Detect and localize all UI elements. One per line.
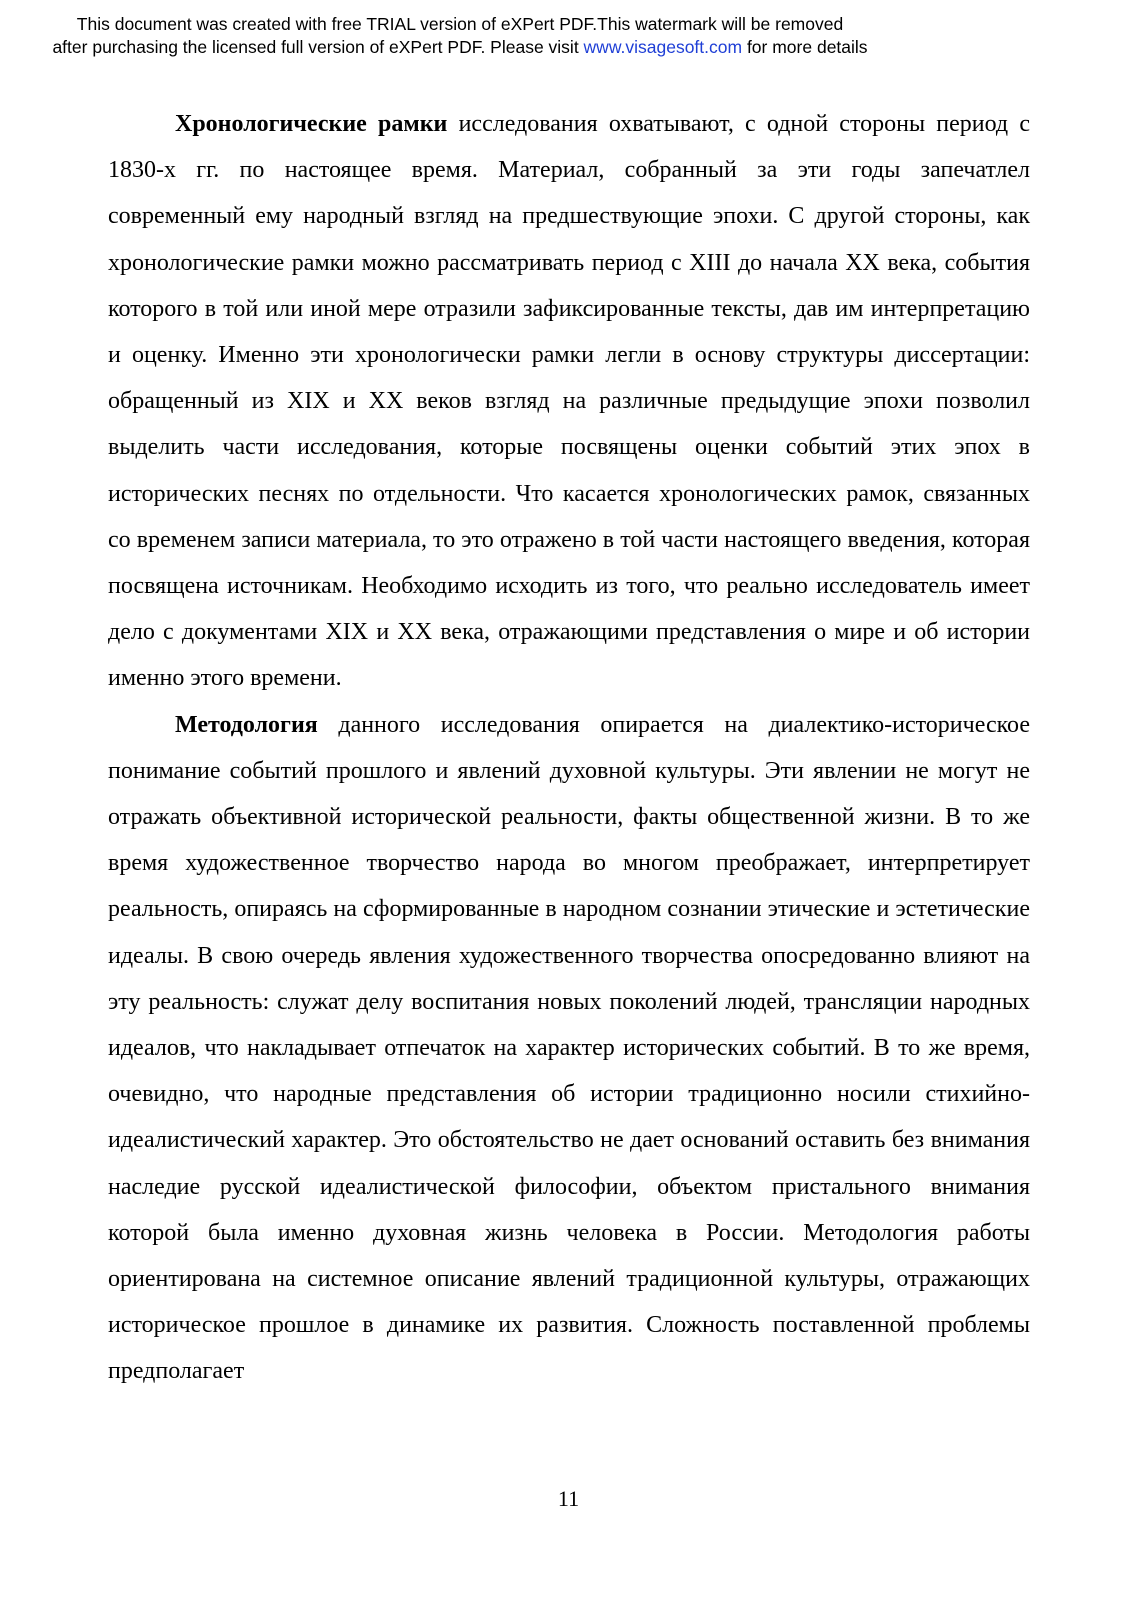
paragraph-lead-term: Методология	[175, 711, 318, 738]
paragraph-lead-term: Хронологические рамки	[175, 111, 448, 137]
watermark-line-2	[0, 36, 920, 59]
paragraph-chronological-scope	[108, 101, 1030, 702]
trial-watermark	[0, 13, 920, 59]
watermark-line-2-start: after purchasing the licensed full version of eXPert PDF. Please visit	[52, 37, 584, 57]
document-body	[108, 101, 1030, 1395]
page-number: 11	[557, 1486, 580, 1511]
paragraph-text: данного исследования опирается на диалектико-историческое понимание событий прошлого и явлений духовной культуры. Эти явлении не могут не отражать объективной исторической реальности, факты общественной жизни. В то же время художественное творчество народа во многом преображает, интерпретирует реальность, опираясь на сформированные в народном сознании этические и эстетические идеалы. В свою очередь явления художественного творчества опосредованно влияют на эту реальность: служат делу воспитания новых поколений людей, трансляции народных идеалов, что накладывает отпечаток на характер исторических событий. В то же время, очевидно, что народные представления об истории традиционно носили стихийно-идеалистический характер. Это обстоятельство не дает оснований оставить без внимания наследие русской идеалистической философии, объектом пристального внимания которой была именно духовная жизнь человека в России. Методология работы ориентирована на системное описание явлений традиционной культуры, отражающих историческое прошлое в динамике их развития. Сложность поставленной проблемы предполагает	[108, 711, 1030, 1385]
watermark-line-1: This document was created with free TRIAL version of eXPert PDF.This watermark will be removed	[76, 14, 844, 34]
paragraph-methodology	[108, 702, 1030, 1395]
watermark-line-2-end: for more details	[742, 37, 868, 57]
watermark-link[interactable]: www.visagesoft.com	[583, 37, 743, 57]
paragraph-text: исследования охватывают, с одной стороны период с 1830-х гг. по настоящее время. Материал, собранный за эти годы запечатлел современный ему народный взгляд на предшествующие эпохи. С другой стороны, как хронологические рамки можно рассматривать период с XIII до начала XX века, события которого в той или иной мере отразили зафиксированные тексты, дав им интерпретацию и оценку. Именно эти хронологически рамки легли в основу структуры диссертации: обращенный из XIX и XX веков взгляд на различные предыдущие эпохи позволил выделить части исследования, которые посвящены оценки событий этих эпох в исторических песнях по отдельности. Что касается хронологических рамок, связанных со временем записи материала, то это отражено в той части настоящего введения, которая посвящена источникам. Необходимо исходить из того, что реально исследователь имеет дело с документами XIX и XX века, отражающими представления о мире и об истории именно этого времени.	[108, 111, 1030, 692]
